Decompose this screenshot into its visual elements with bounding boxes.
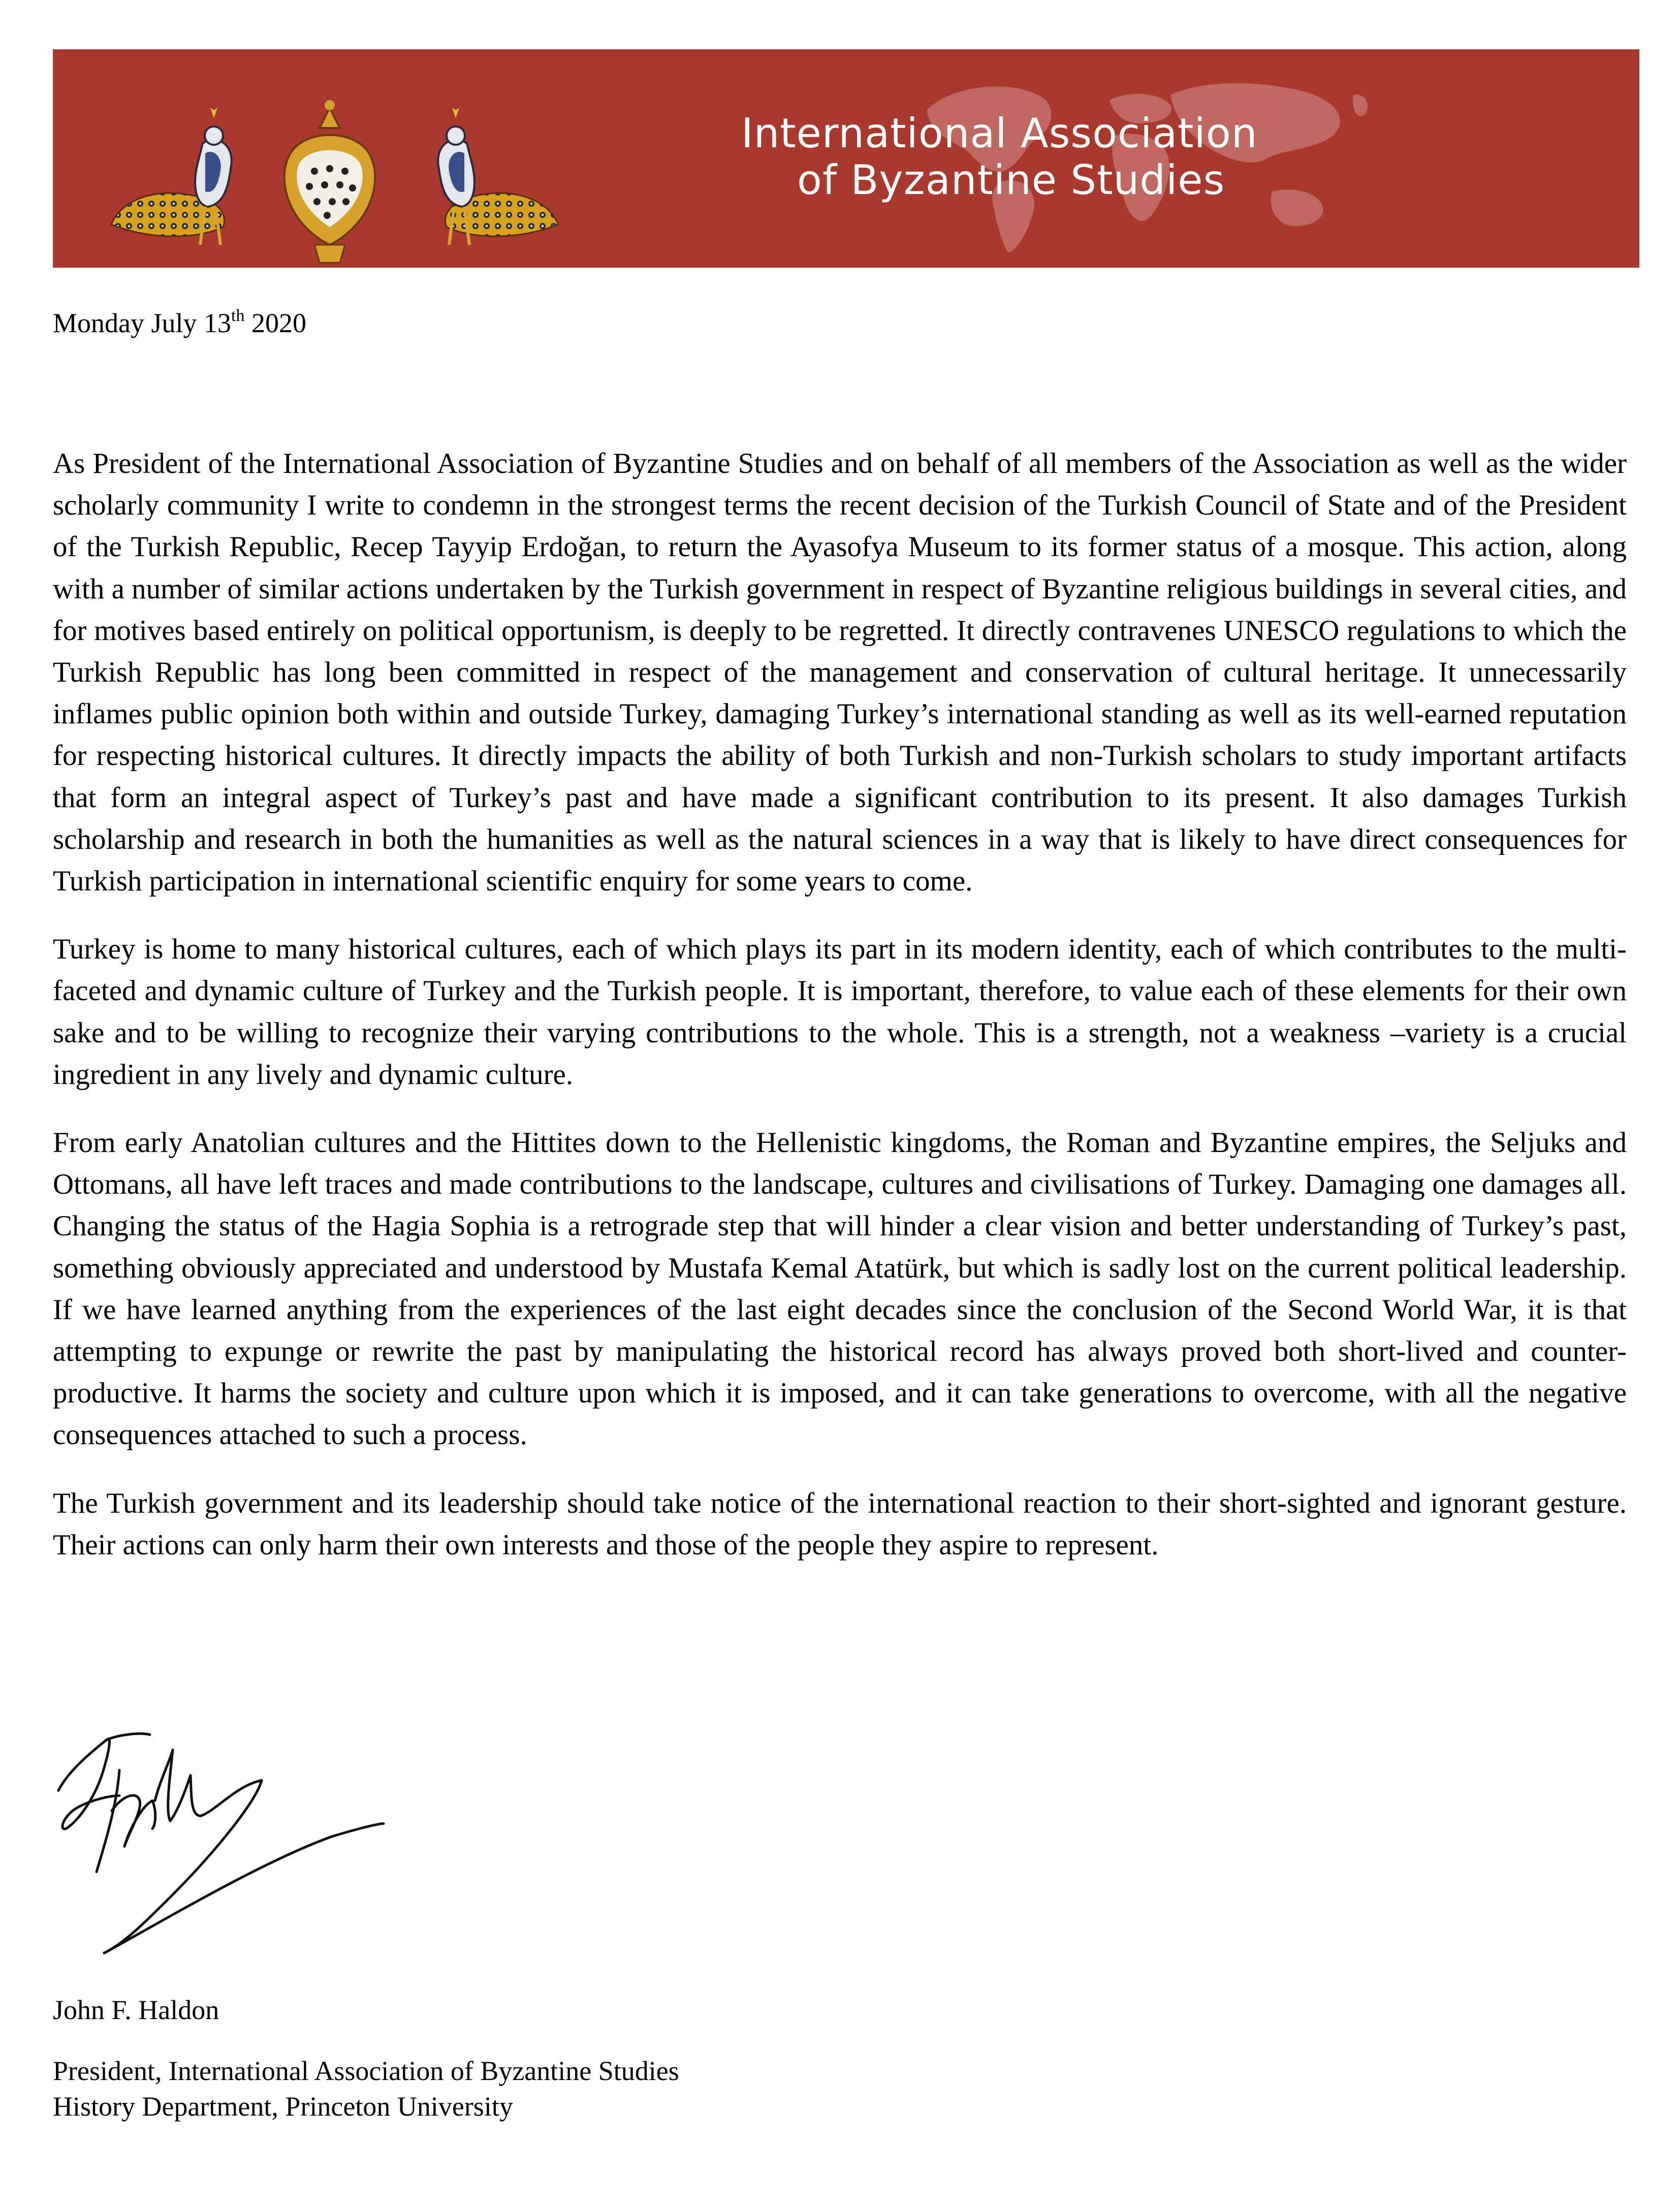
organization-name (741, 110, 1463, 204)
organization-name-line1: International Association (741, 110, 1258, 157)
signatory-name: John F. Haldon (53, 1995, 219, 2025)
handwritten-signature-icon (48, 1719, 404, 1963)
paragraph: Turkey is home to many historical cultures, each of which plays its part in its modern identity, each of which contributes to the multi-faceted and dynamic culture of Turkey and the Turkish people. It is important, therefore, to value each of these elements for their own sake and to be willing to recognize their varying contributions to the whole. This is a strength, not a weakness –variety is a crucial ingredient in any lively and dynamic culture. (53, 933, 1627, 1091)
date-text: Monday July 13 (53, 308, 231, 338)
paragraph: From early Anatolian cultures and the Hittites down to the Hellenistic kingdoms, the Roman and Byzantine empires, the Seljuks and Ottomans, all have left traces and made contributions to the landscape, cultures and civilisations of Turkey. Damaging one damages all. Changing the status of the Hagia Sophia is a retrograde step that will hinder a clear vision and better understanding of Turkey’s past, something obviously appreciated and understood by Mustafa Kemal Atatürk, but which is sadly lost on the current political leadership. If we have learned anything from the experiences of the last eight decades since the conclusion of the Second World War, it is that attempting to expunge or rewrite the past by manipulating the historical record has always proved both short-lived and counter-productive. It harms the society and culture upon which it is imposed, and it can take generations to overcome, with all the negative consequences attached to such a process. (53, 1127, 1627, 1451)
letter-date (53, 307, 306, 339)
signatory-title-line1: President, International Association of Byzantine Studies (53, 2056, 679, 2086)
date-ordinal: th (231, 306, 245, 325)
signatory-title-line2: History Department, Princeton University (53, 2091, 513, 2122)
organization-name-line2: of Byzantine Studies (797, 156, 1225, 204)
letter-body (53, 443, 1627, 1592)
date-year: 2020 (244, 308, 306, 338)
header-banner (53, 49, 1639, 268)
paragraph: The Turkish government and its leadership should take notice of the international reaction to their short-sighted and ignorant gesture. Their actions can only harm their own interests and those of the people they aspire to represent. (53, 1487, 1627, 1561)
peacocks-and-crown-emblem-icon (101, 98, 568, 265)
signatory-title (53, 2053, 679, 2124)
paragraph: As President of the International Association of Byzantine Studies and on behalf of all members of the Association as well as the wider scholarly community I write to condemn in the strongest terms the recent decision of the Turkish Council of State and of the President of the Turkish Republic, Recep Tayyip Erdoğan, to return the Ayasofya Museum to its former status of a mosque. This action, along with a number of similar actions undertaken by the Turkish government in respect of Byzantine religious buildings in several cities, and for motives based entirely on political opportunism, is deeply to be regretted. It directly contravenes UNESCO regulations to which the Turkish Republic has long been committed in respect of the management and conservation of cultural heritage. It unnecessarily inflames public opinion both within and outside Turkey, damaging Turkey’s international standing as well as its well-earned reputation for respecting historical cultures. It directly impacts the ability of both Turkish and non-Turkish scholars to study important artifacts that form an integral aspect of Turkey’s past and have made a significant contribution to its present. It also damages Turkish scholarship and research in both the humanities as well as the natural sciences in a way that is likely to have direct consequences for Turkish participation in international scientific enquiry for some years to come. (53, 448, 1627, 898)
